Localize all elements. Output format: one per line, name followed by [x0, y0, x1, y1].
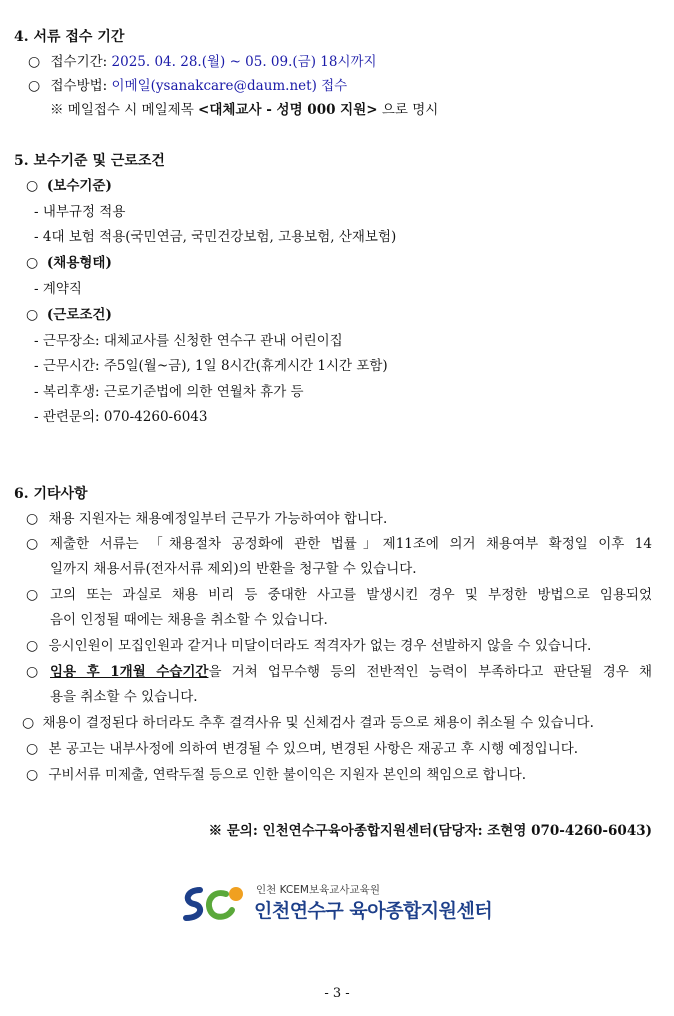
- bullet-circle-icon: ○: [26, 255, 39, 271]
- notice-item: ○ 채용 지원자는 채용예정일부터 근무가 가능하여야 합니다.: [26, 511, 388, 527]
- center-logo-icon: [180, 882, 250, 926]
- work-item: - 근무시간: 주5일(월~금), 1일 8시간(휴게시간 1시간 포함): [34, 358, 388, 374]
- bullet-circle-icon: ○: [26, 178, 39, 194]
- method-value: 이메일(ysanakcare@daum.net) 접수: [111, 78, 348, 94]
- notice-item: ○ 본 공고는 내부사정에 의하여 변경될 수 있으며, 변경된 사항은 재공고 후 시행 예정입니다.: [26, 741, 579, 757]
- page-number: - 3 -: [324, 986, 350, 1001]
- notice-item: ○ 구비서류 미제출, 연락두절 등으로 인한 불이익은 지원자 본인의 책임으로 합니다.: [26, 767, 527, 783]
- work-item: - 근무장소: 대체교사를 신청한 연수구 관내 어린이집: [34, 333, 343, 349]
- bullet-circle-icon: ○: [22, 715, 35, 731]
- work-head: ○ (근로조건): [26, 307, 112, 323]
- pay-item: - 내부규정 적용: [34, 204, 126, 220]
- logo-subtitle: 인천 KCEM보육교사교육원: [256, 884, 380, 896]
- note-bold: <대체교사 - 성명 000 지원>: [198, 102, 378, 118]
- period-value: 2025. 04. 28.(월) ~ 05. 09.(금) 18시까지: [111, 54, 377, 70]
- contact-line: ※ 문의: 인천연수구육아종합지원센터(담당자: 조현영 070-4260-6043): [208, 823, 652, 839]
- bullet-circle-icon: ○: [26, 638, 39, 654]
- period-row: [28, 53, 377, 71]
- method-row: [28, 77, 347, 95]
- notice-item-cont: 일까지 채용서류(전자서류 제외)의 반환을 청구할 수 있습니다.: [50, 561, 417, 577]
- bullet-circle-icon: ○: [26, 307, 39, 323]
- note-suffix: 으로 명시: [377, 102, 439, 118]
- notice-item: ○ 채용이 결정된다 하더라도 추후 결격사유 및 신체검사 결과 등으로 채용이 취소될 수 있습니다.: [22, 715, 594, 731]
- type-head: ○ (채용형태): [26, 255, 112, 271]
- probation-period: 임용 후 1개월 수습기간: [50, 664, 209, 680]
- pay-item: - 4대 보험 적용(국민연금, 국민건강보험, 고용보험, 산재보험): [34, 229, 397, 245]
- notice-item-cont: 음이 인정될 때에는 채용을 취소할 수 있습니다.: [50, 612, 328, 628]
- notice-item: 고의 또는 과실로 채용 비리 등 중대한 사고를 발생시킨 경우 및 부정한 방법으로 임용되었: [50, 587, 652, 603]
- section5-title: 5. 보수기준 및 근로조건: [14, 153, 165, 169]
- method-label: 접수방법:: [50, 78, 112, 94]
- logo-title: 인천연수구 육아종합지원센터: [254, 900, 493, 922]
- bullet-circle-icon: ○: [28, 78, 41, 94]
- note-prefix: ※ 메일접수 시 메일제목: [50, 102, 199, 118]
- mail-note: [50, 101, 438, 119]
- notice-item: 제출한 서류는 「채용절차 공정화에 관한 법률」제11조에 의거 채용여부 확정일 이후 14: [50, 536, 652, 552]
- bullet-circle-icon: ○: [26, 767, 39, 783]
- bullet-circle-icon: ○: [26, 741, 39, 757]
- section6-title: 6. 기타사항: [14, 486, 88, 502]
- center-logo: [180, 882, 493, 926]
- bullet-circle-icon: ○: [26, 664, 39, 680]
- bullet-circle-icon: ○: [28, 54, 41, 70]
- bullet-circle-icon: ○: [26, 536, 39, 552]
- work-item: - 관련문의: 070-4260-6043: [34, 409, 208, 425]
- period-label: 접수기간:: [50, 54, 112, 70]
- section4-title: 4. 서류 접수 기간: [14, 29, 125, 45]
- bullet-circle-icon: ○: [26, 511, 39, 527]
- type-item: - 계약직: [34, 281, 82, 297]
- work-item: - 복리후생: 근로기준법에 의한 연월차 휴가 등: [34, 384, 304, 400]
- notice-item: ○ 응시인원이 모집인원과 같거나 미달이더라도 적격자가 없는 경우 선발하지 않을 수 있습니다.: [26, 638, 592, 654]
- notice-item-cont: 용을 취소할 수 있습니다.: [50, 689, 198, 705]
- pay-head: ○ (보수기준): [26, 178, 112, 194]
- notice-item: 임용 후 1개월 수습기간을 거쳐 업무수행 등의 전반적인 능력이 부족하다고 판단될 경우 채: [50, 664, 652, 680]
- bullet-circle-icon: ○: [26, 587, 39, 603]
